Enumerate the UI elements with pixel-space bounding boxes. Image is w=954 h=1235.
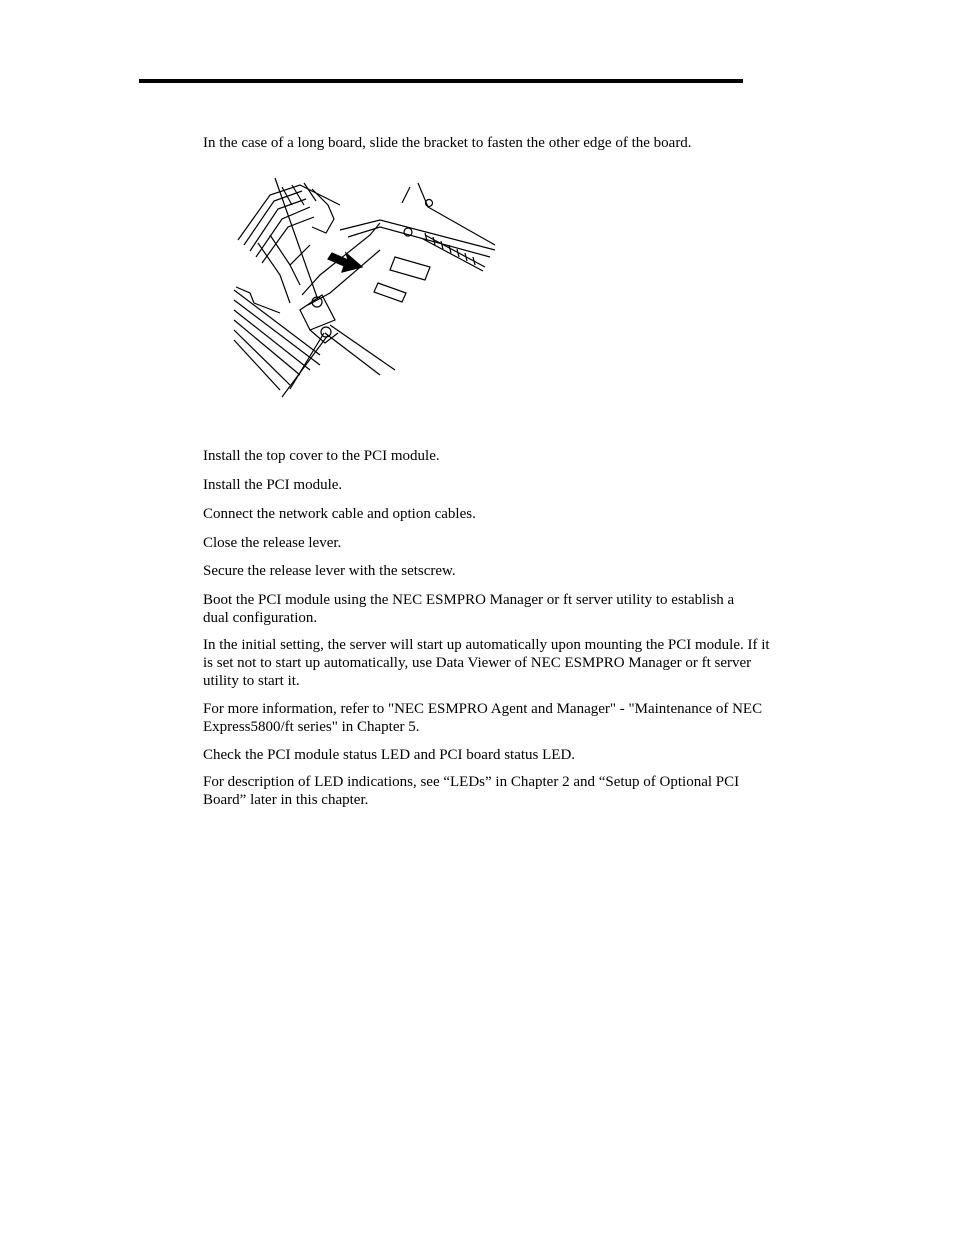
note-initial-setting: In the initial setting, the server will start up automatically upon mounting the PCI module. If it is set not to start up automatically, use Data Viewer of NEC ESMPRO Manager or ft server utility to start it. (203, 637, 770, 689)
step-check-led: Check the PCI module status LED and PCI board status LED. (203, 747, 576, 763)
step-install-module: Install the PCI module. (203, 477, 343, 493)
note-led-description: For description of LED indications, see “LEDs” in Chapter 2 and “Setup of Optional PCI Board” later in this chapter. (203, 774, 740, 808)
step-secure-lever: Secure the release lever with the setscrew. (203, 563, 456, 579)
pci-board (340, 183, 495, 302)
step-boot-module: Boot the PCI module using the NEC ESMPRO Manager or ft server utility to establish a dual configuration. (203, 592, 735, 626)
bracket-illustration (230, 175, 496, 400)
step-close-lever: Close the release lever. (203, 535, 342, 551)
note-more-information: For more information, refer to "NEC ESMPRO Agent and Manager" - "Maintenance of NEC Express5800/ft series" in Chapter 5. (203, 701, 763, 735)
header-rule (139, 79, 743, 83)
step-connect-cables: Connect the network cable and option cables. (203, 506, 476, 522)
chassis-frame (234, 183, 395, 390)
step-top-cover: Install the top cover to the PCI module. (203, 448, 440, 464)
intro-paragraph: In the case of a long board, slide the bracket to fasten the other edge of the board. (203, 135, 692, 151)
